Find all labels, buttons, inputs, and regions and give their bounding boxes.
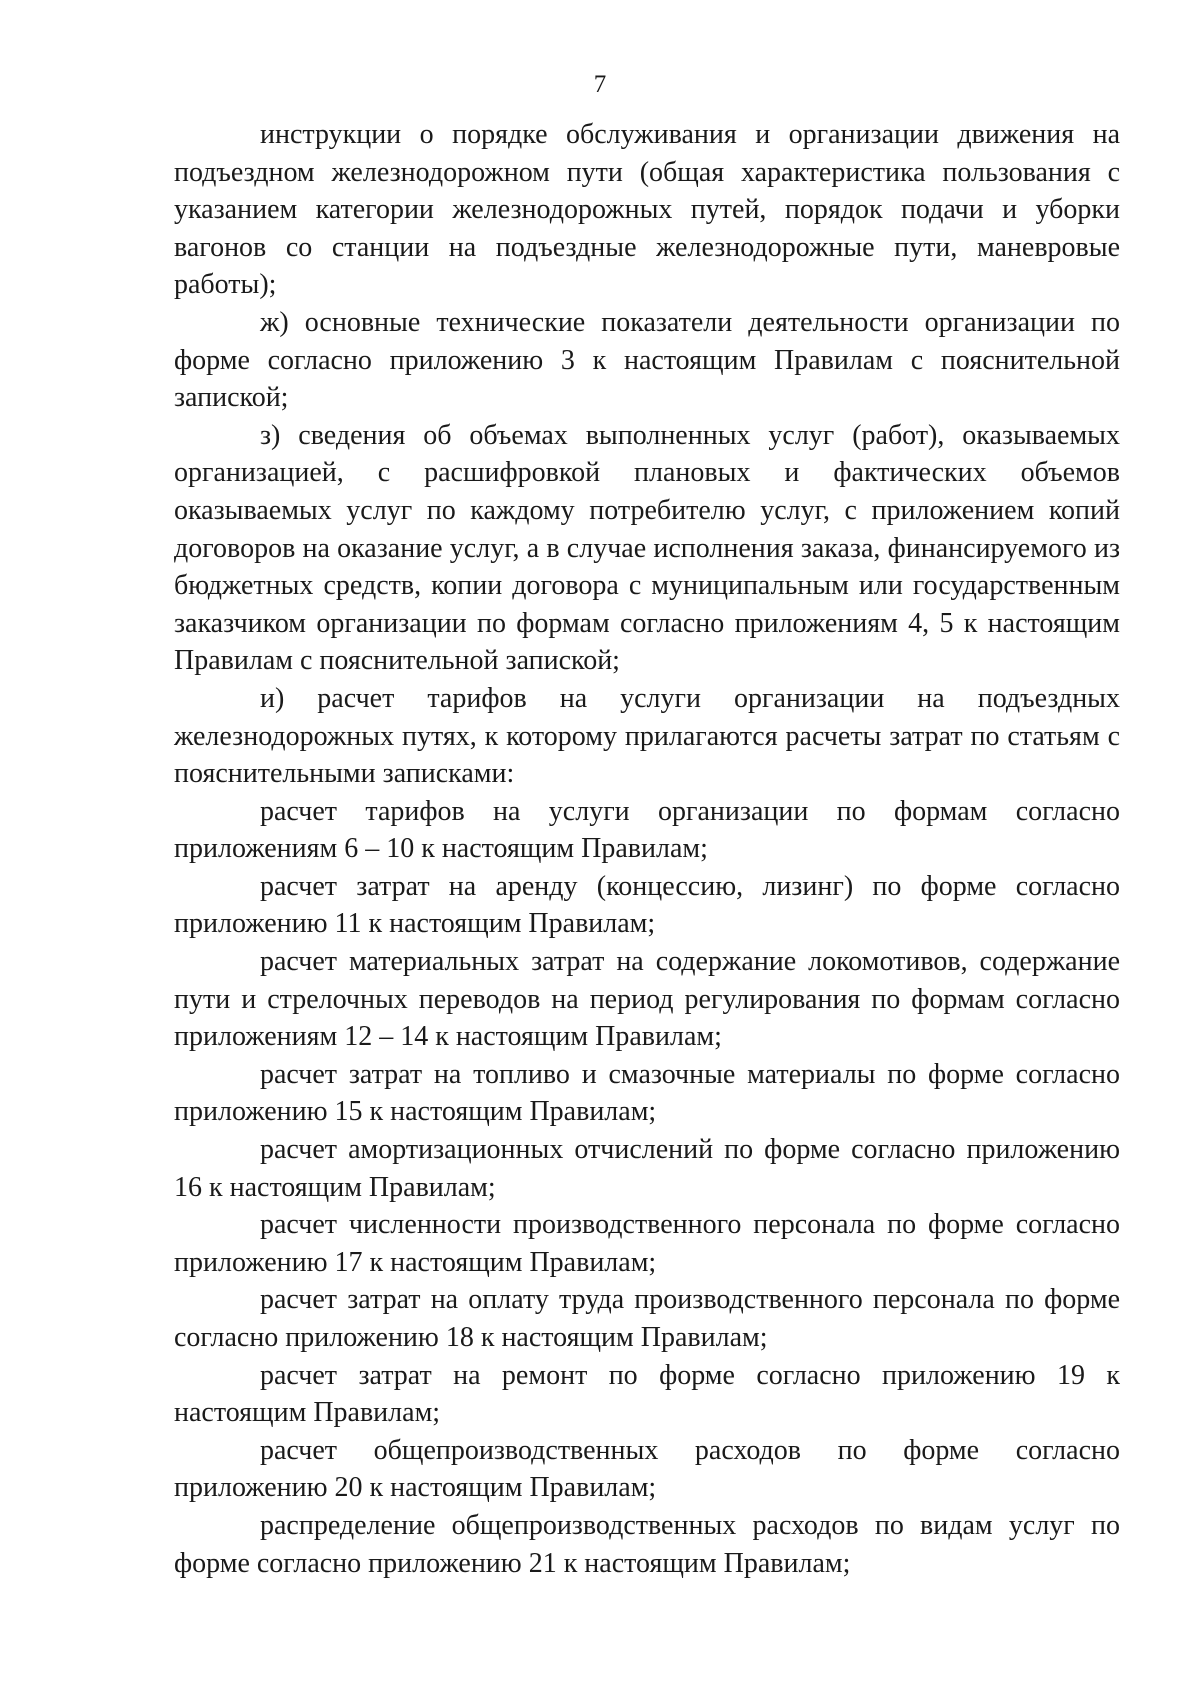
paragraph-overhead-costs: расчет общепроизводственных расходов по форме согласно приложению 20 к настоящим Правилам; [174,1434,1120,1504]
document-body [174,116,1120,1582]
page-number: 7 [593,71,607,98]
paragraph-tariff-forms: расчет тарифов на услуги организации по формам согласно приложениям 6 – 10 к настоящим Правилам; [174,795,1120,865]
paragraph-material-costs: расчет материальных затрат на содержание локомотивов, содержание пути и стрелочных переводов на период регулирования по формам согласно приложениям 12 – 14 к настоящим Правилам; [174,946,1120,1053]
paragraph-fuel-costs: расчет затрат на топливо и смазочные материалы по форме согласно приложению 15 к настоящим Правилам; [174,1058,1120,1128]
paragraph-depreciation: расчет амортизационных отчислений по форме согласно приложению 16 к настоящим Правилам; [174,1134,1120,1203]
paragraph-repair-costs: расчет затрат на ремонт по форме согласно приложению 19 к настоящим Правилам; [174,1359,1120,1429]
paragraph-overhead-distribution: распределение общепроизводственных расходов по видам услуг по форме согласно приложению 21 к настоящим Правилам; [174,1509,1120,1579]
paragraph-zh-technical-indicators: ж) основные технические показатели деятельности организации по форме согласно приложению 3 к настоящим Правилам с пояснительной запиской; [174,306,1120,414]
paragraph-lease-costs: расчет затрат на аренду (концессию, лизинг) по форме согласно приложению 11 к настоящим Правилам; [174,870,1120,940]
paragraph-labor-costs: расчет затрат на оплату труда производственного персонала по форме согласно приложению 18 к настоящим Правилам; [174,1284,1120,1353]
paragraph-z-services-volume: з) сведения об объемах выполненных услуг (работ), оказываемых организацией, с расшифровкой плановых и фактических объемов оказываемых услуг по каждому потребителю услуг, с приложением копий договоров на оказание услуг, а в случае исполнения заказа, финансируемого из бюджетных средств, копии договора с муниципальным или государственным заказчиком организации по формам согласно приложениям 4, 5 к настоящим Правилам с пояснительной запиской; [174,419,1120,677]
paragraph-instructions: инструкции о порядке обслуживания и организации движения на подъездном железнодорожном пути (общая характеристика пользования с указанием категории железнодорожных путей, порядок подачи и уборки вагонов со станции на подъездные железнодорожные пути, маневровые работы); [174,119,1120,301]
paragraph-i-tariff-calculation: и) расчет тарифов на услуги организации на подъездных железнодорожных путях, к которому прилагаются расчеты затрат по статьям с пояснительными записками: [174,682,1120,790]
paragraph-staff-headcount: расчет численности производственного персонала по форме согласно приложению 17 к настоящим Правилам; [174,1209,1120,1278]
